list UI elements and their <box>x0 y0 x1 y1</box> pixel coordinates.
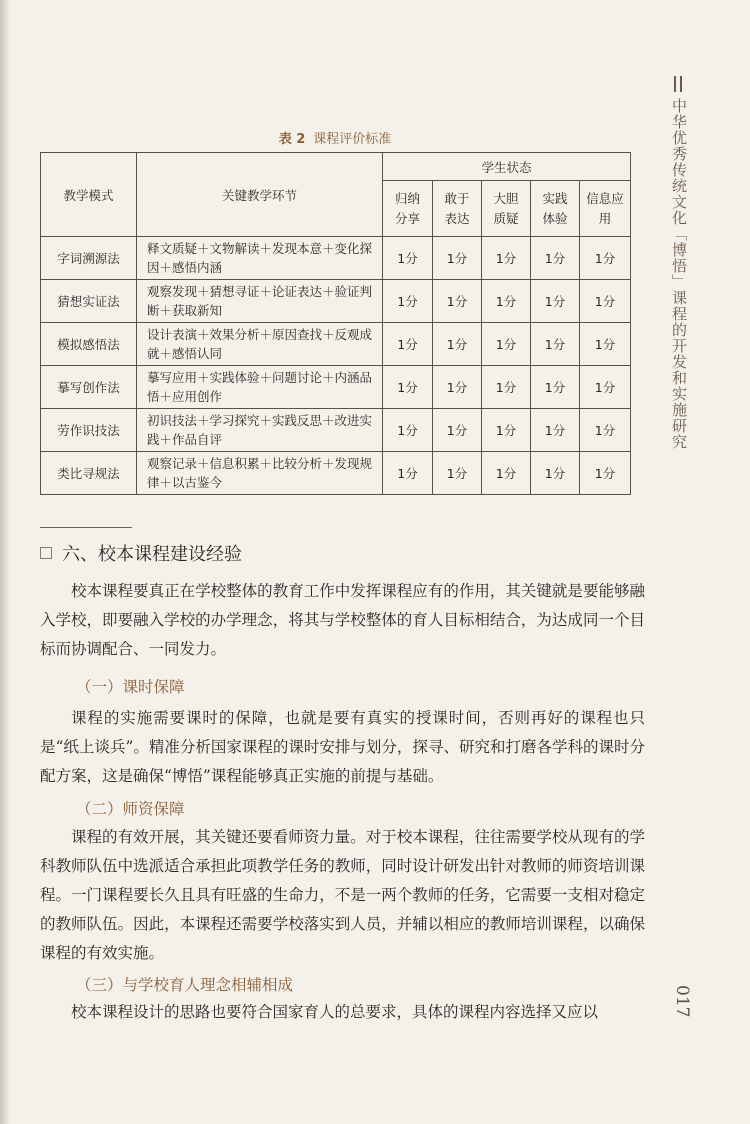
row-score: 1分 <box>580 366 631 409</box>
table-row <box>41 237 631 280</box>
paragraph-class-hours: 课程的实施需要课时的保障，也就是要有真实的授课时间，否则再好的课程也只是“纸上谈兵”。精准分析国家课程的课时安排与划分，探寻、研究和打磨各学科的课时分配方案，这是确保“博悟”课程能够真正实施的前提与基础。 <box>40 709 645 785</box>
section-top-rule <box>40 527 132 528</box>
row-score: 1分 <box>433 452 482 495</box>
header-bold-question: 大胆质疑 <box>482 181 531 237</box>
row-score: 1分 <box>482 452 531 495</box>
row-steps: 摹写应用＋实践体验＋问题讨论＋内涵品悟＋应用创作 <box>137 366 383 409</box>
row-mode: 摹写创作法 <box>41 366 137 409</box>
row-score: 1分 <box>531 237 580 280</box>
paragraph-school-philosophy: 校本课程设计的思路也要符合国家育人的总要求，具体的课程内容选择又应以 <box>71 1003 599 1021</box>
row-score: 1分 <box>433 280 482 323</box>
header-practice-experience: 实践体验 <box>531 181 580 237</box>
row-mode: 类比寻规法 <box>41 452 137 495</box>
row-score: 1分 <box>482 366 531 409</box>
table-caption-text: 课程评价标准 <box>313 132 392 147</box>
row-steps: 观察发现＋猜想寻证＋论证表达＋验证判断＋获取新知 <box>137 280 383 323</box>
table-caption <box>40 128 630 147</box>
row-mode: 模拟感悟法 <box>41 323 137 366</box>
row-steps: 初识技法＋学习探究＋实践反思＋改进实践＋作品自评 <box>137 409 383 452</box>
row-score: 1分 <box>482 280 531 323</box>
evaluation-table <box>40 152 631 495</box>
row-score: 1分 <box>383 280 433 323</box>
table-row <box>41 280 631 323</box>
header-information-apply: 信息应用 <box>580 181 631 237</box>
row-score: 1分 <box>433 237 482 280</box>
subsection-heading-school-philosophy: （三）与学校育人理念相辅相成 <box>76 976 294 994</box>
subsection-heading-class-hours: （一）课时保障 <box>76 678 185 696</box>
page-number: 017 <box>672 985 692 1018</box>
header-teaching-mode: 教学模式 <box>41 153 137 237</box>
table-row <box>41 452 631 495</box>
row-score: 1分 <box>383 237 433 280</box>
row-score: 1分 <box>383 366 433 409</box>
paragraph-teachers: 课程的有效开展，其关键还要看师资力量。对于校本课程，往往需要学校从现有的学科教师队伍中选派适合承担此项教学任务的教师，同时设计研发出针对教师的师资培训课程。一门课程要长久且具有旺盛的生命力，不是一两个教师的任务，它需要一支相对稳定的教师队伍。因此，本课程还需要学校落实到人员，并辅以相应的教师培训课程，以确保课程的有效实施。 <box>40 828 645 962</box>
intro-paragraph: 校本课程要真正在学校整体的教育工作中发挥课程应有的作用，其关键就是要能够融入学校，即要融入学校的办学理念，将其与学校整体的育人目标相结合，为达成同一个目标而协调配合、一同发力。 <box>40 582 645 658</box>
section-heading <box>40 540 640 566</box>
row-score: 1分 <box>531 409 580 452</box>
header-student-status: 学生状态 <box>383 153 631 181</box>
row-mode: 猜想实证法 <box>41 280 137 323</box>
table-row <box>41 409 631 452</box>
row-score: 1分 <box>383 409 433 452</box>
header-summarize-share: 归纳分享 <box>383 181 433 237</box>
row-score: 1分 <box>531 323 580 366</box>
row-score: 1分 <box>580 452 631 495</box>
row-score: 1分 <box>433 323 482 366</box>
row-mode: 字词溯源法 <box>41 237 137 280</box>
row-score: 1分 <box>383 323 433 366</box>
side-bars-icon <box>672 76 686 92</box>
page-edge-shadow <box>0 0 10 1124</box>
row-score: 1分 <box>433 366 482 409</box>
row-score: 1分 <box>531 452 580 495</box>
row-score: 1分 <box>580 237 631 280</box>
row-score: 1分 <box>531 280 580 323</box>
header-key-steps: 关键教学环节 <box>137 153 383 237</box>
row-mode: 劳作识技法 <box>41 409 137 452</box>
row-score: 1分 <box>580 409 631 452</box>
section-heading-text: 六、校本课程建设经验 <box>62 544 242 565</box>
row-steps: 观察记录＋信息积累＋比较分析＋发现规律＋以古鉴今 <box>137 452 383 495</box>
row-steps: 释文质疑＋文物解读＋发现本意＋变化探因＋感悟内涵 <box>137 237 383 280</box>
row-score: 1分 <box>580 323 631 366</box>
row-score: 1分 <box>531 366 580 409</box>
row-score: 1分 <box>580 280 631 323</box>
subsection-heading-teachers: （二）师资保障 <box>76 800 185 818</box>
running-side-title: 中华优秀传统文化「博悟」课程的开发和实施研究 <box>670 98 688 450</box>
row-score: 1分 <box>383 452 433 495</box>
square-bullet-icon <box>40 547 52 559</box>
table-row <box>41 366 631 409</box>
row-score: 1分 <box>482 237 531 280</box>
row-score: 1分 <box>482 409 531 452</box>
row-score: 1分 <box>433 409 482 452</box>
row-score: 1分 <box>482 323 531 366</box>
table-caption-number: 表 2 <box>278 132 306 147</box>
header-dare-express: 敢于表达 <box>433 181 482 237</box>
table-row <box>41 323 631 366</box>
row-steps: 设计表演＋效果分析＋原因查找＋反观成就＋感悟认同 <box>137 323 383 366</box>
